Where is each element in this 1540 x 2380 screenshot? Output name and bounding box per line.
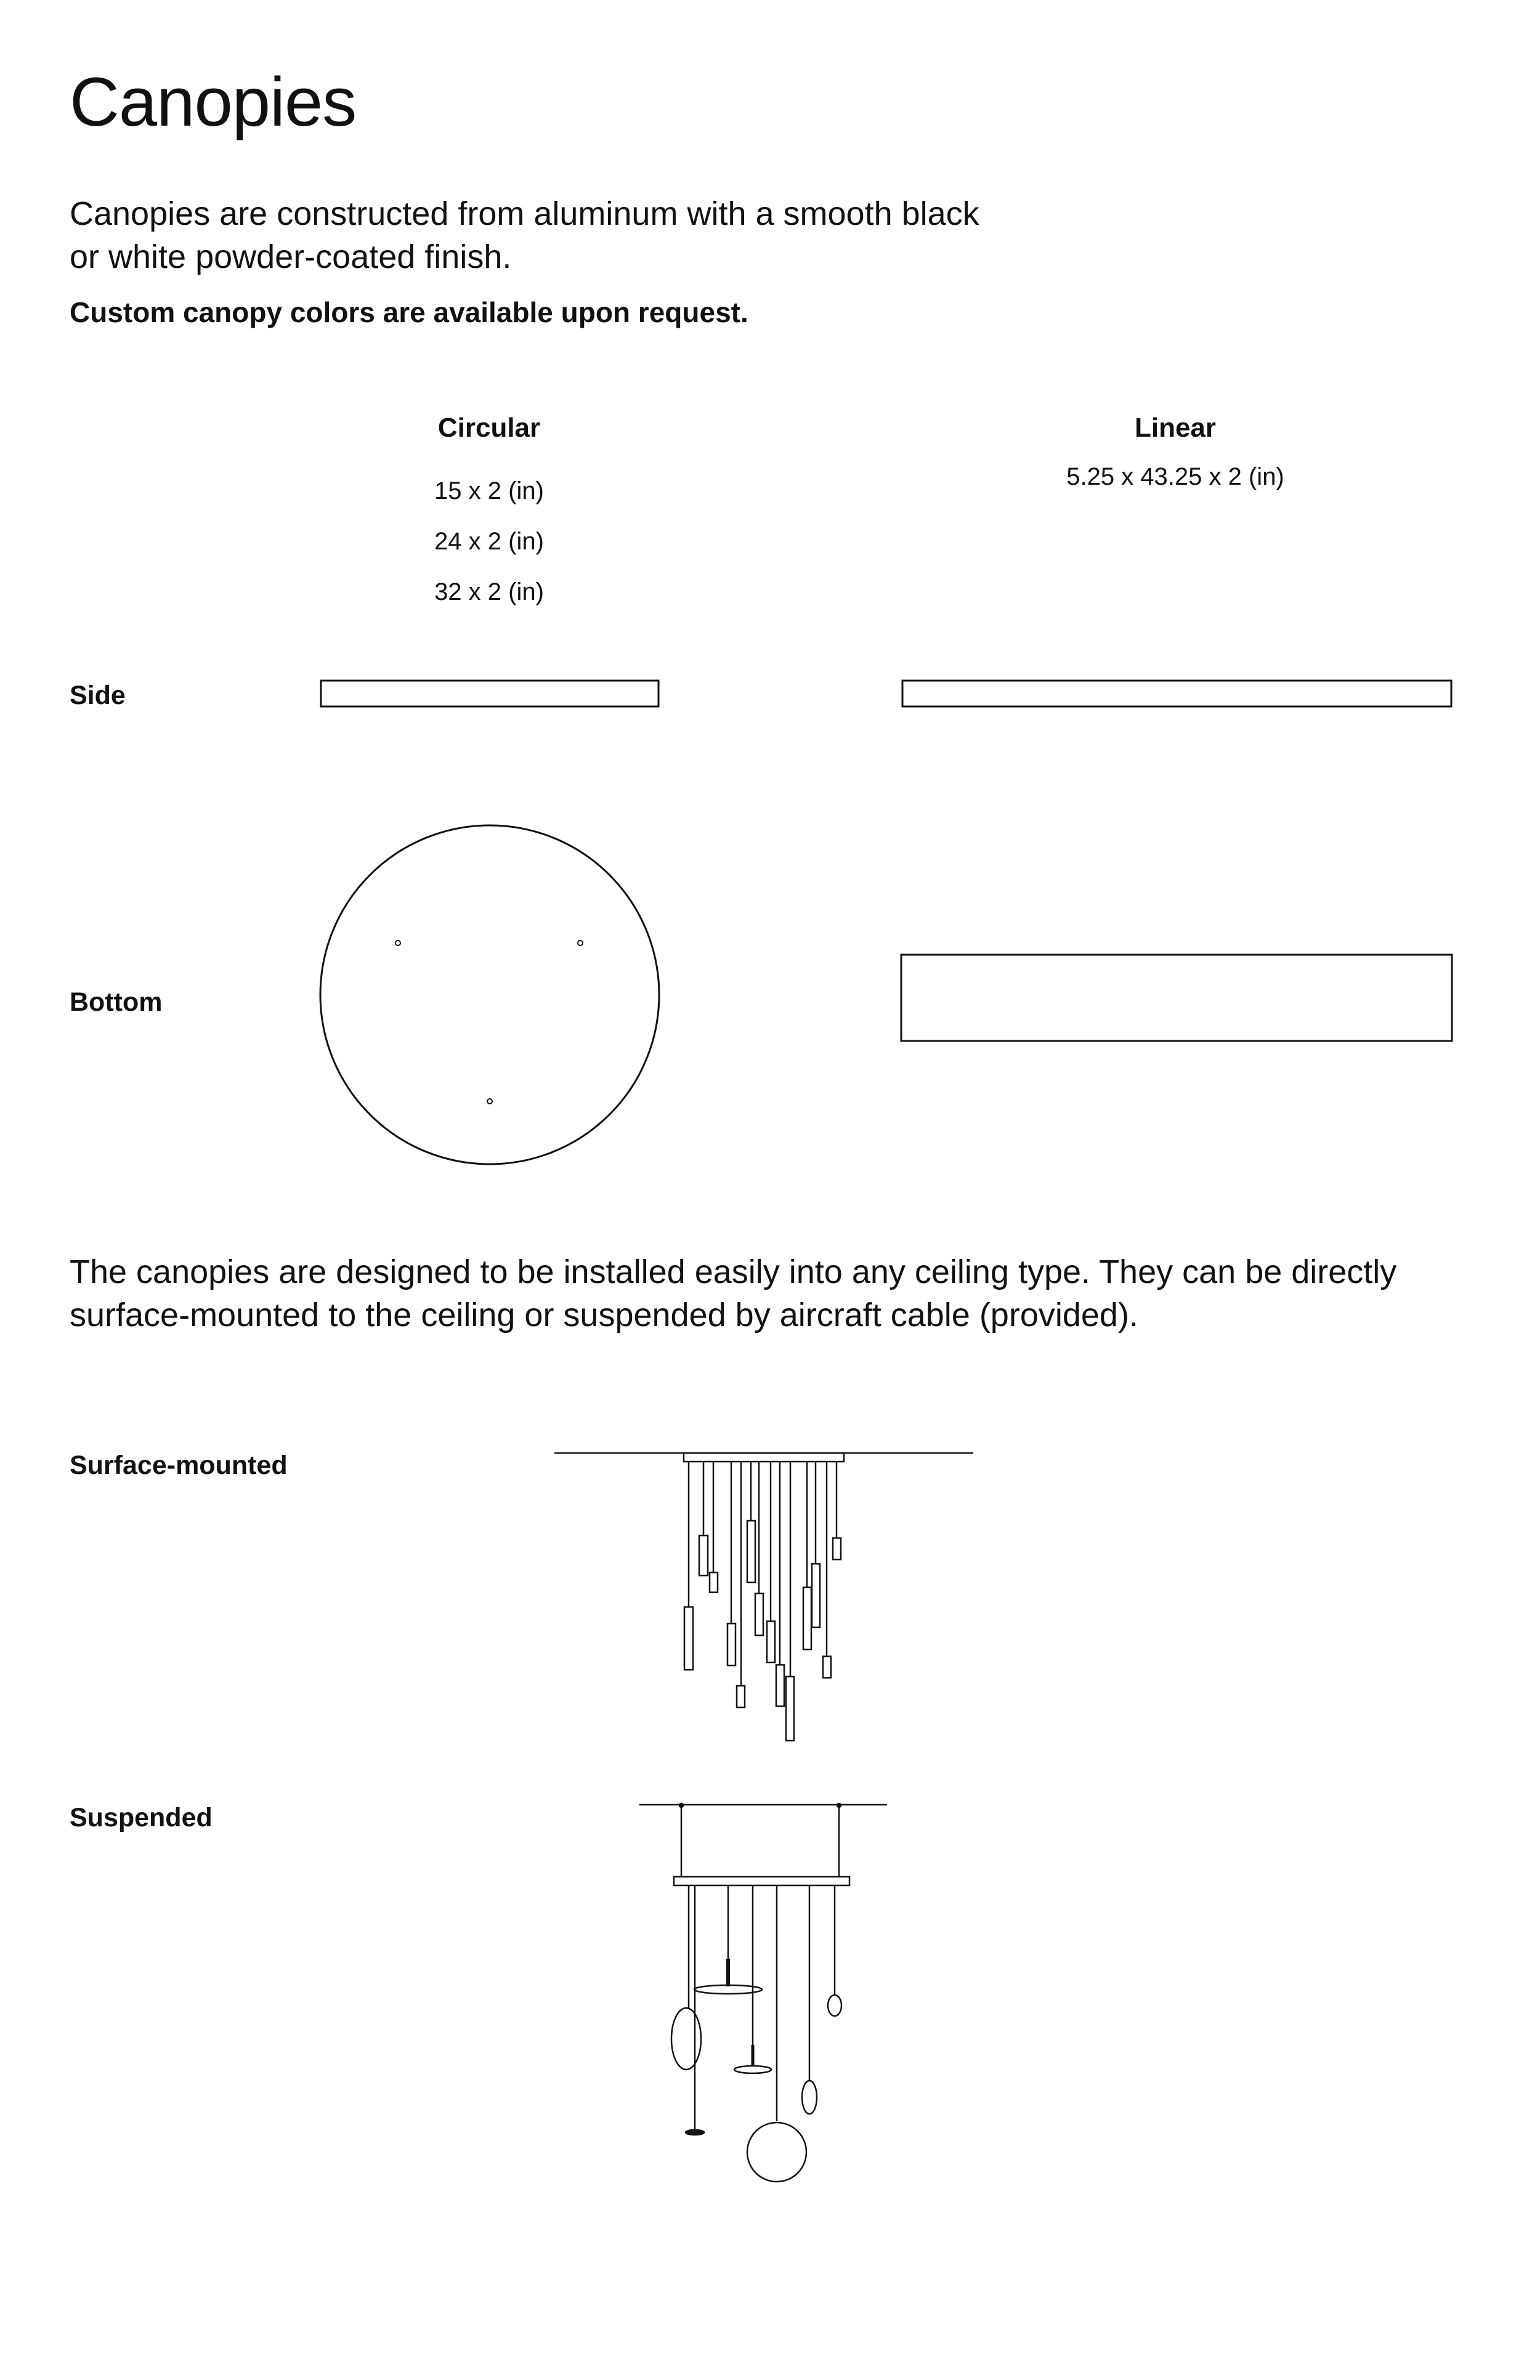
bottom-view-label: Bottom: [70, 987, 163, 1017]
disc-pendant: [686, 2130, 704, 2135]
ring-pendant: [802, 2081, 817, 2114]
mounting-hole: [578, 941, 583, 945]
pendant-cylinder: [699, 1536, 708, 1576]
circular-size-3: 32 x 2 (in): [434, 578, 544, 605]
pendant-cylinder: [803, 1587, 811, 1649]
ring-pendant: [671, 2008, 701, 2070]
suspended-illustration: [639, 1803, 887, 2182]
pendant-cylinder: [727, 1624, 736, 1666]
circular-size-1: 15 x 2 (in): [434, 477, 544, 504]
suspended-canopy: [674, 1877, 849, 1885]
pendant-cylinder: [710, 1572, 718, 1592]
pendant-cylinder: [737, 1686, 745, 1707]
suspended-label: Suspended: [70, 1803, 213, 1832]
pendant-cylinder: [776, 1665, 784, 1706]
disc-pendant: [694, 1985, 762, 1994]
linear-bottom-view: [901, 955, 1452, 1041]
pendant-cylinder: [747, 1521, 755, 1582]
disc-pendant: [734, 2066, 771, 2073]
page-title: Canopies: [70, 63, 357, 140]
circular-heading: Circular: [437, 413, 541, 443]
side-view-label: Side: [70, 681, 126, 710]
surface-mounted-illustration: [554, 1453, 973, 1741]
ring-pendant: [828, 1995, 841, 2016]
intro-line-1: Canopies are constructed from aluminum with a smooth black: [70, 195, 979, 232]
linear-side-view: [902, 681, 1451, 706]
pendant-cylinder: [833, 1538, 841, 1560]
intro-line-2: or white powder-coated finish.: [70, 238, 512, 275]
pendant-cylinder: [823, 1656, 831, 1678]
mounting-hole: [395, 941, 400, 945]
circular-side-view: [321, 681, 659, 706]
surface-canopy: [684, 1453, 844, 1462]
pendant-cylinder: [786, 1677, 794, 1741]
pendant-cylinder: [812, 1564, 820, 1627]
linear-heading: Linear: [1134, 413, 1217, 443]
custom-color-note: Custom canopy colors are available upon request.: [70, 296, 748, 328]
pendant-cylinder: [767, 1621, 775, 1662]
globe-pendant: [747, 2123, 806, 2182]
mounting-hole: [487, 1099, 492, 1104]
installation-line-2: surface-mounted to the ceiling or suspended by aircraft cable (provided).: [70, 1297, 1138, 1334]
pendant-cylinder: [684, 1607, 693, 1670]
pendant-cylinder: [755, 1593, 763, 1635]
installation-line-1: The canopies are designed to be installed easily into any ceiling type. They can be directly: [70, 1253, 1397, 1290]
circular-canopy-outline: [320, 825, 659, 1164]
circular-size-2: 24 x 2 (in): [434, 528, 544, 555]
surface-mounted-label: Surface-mounted: [70, 1451, 288, 1480]
circular-bottom-view: [320, 825, 659, 1164]
linear-size-1: 5.25 x 43.25 x 2 (in): [1066, 463, 1284, 490]
